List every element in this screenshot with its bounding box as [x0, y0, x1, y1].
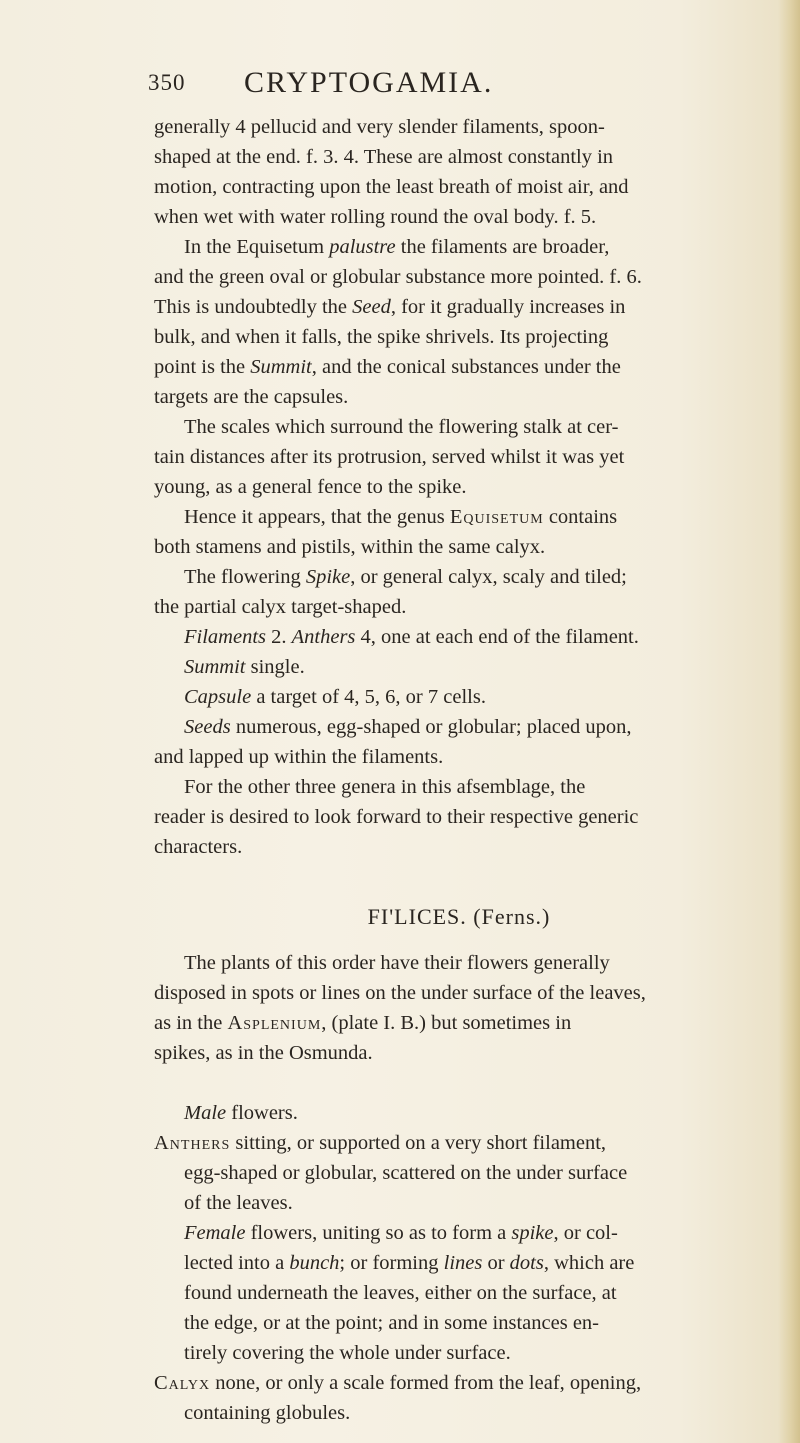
- text-line: bulk, and when it falls, the spike shrivels. Its projecting: [154, 326, 609, 348]
- text-line: shaped at the end. f. 3. 4. These are almost constantly in: [154, 146, 614, 168]
- text-line: the edge, or at the point; and in some instances en-: [184, 1312, 600, 1334]
- body-text: [154, 112, 764, 1428]
- text-line: motion, contracting upon the least breath of moist air, and: [154, 176, 629, 198]
- text-line: tain distances after its protrusion, served whilst it was yet: [154, 446, 625, 468]
- text-line: as in the Asplenium, (plate I. B.) but sometimes in: [154, 1012, 572, 1034]
- text-line: egg-shaped or globular, scattered on the under surface: [184, 1162, 628, 1184]
- text-line: point is the Summit, and the conical substances under the: [154, 356, 621, 378]
- subheading: Male flowers.: [184, 1102, 298, 1124]
- text-line: In the Equisetum palustre the filaments are broader,: [184, 236, 610, 258]
- text-line: Anthers sitting, or supported on a very short filament,: [154, 1132, 607, 1154]
- text-line: The flowering Spike, or general calyx, scaly and tiled;: [184, 566, 627, 588]
- text-line: Calyx none, or only a scale formed from the leaf, opening,: [154, 1372, 642, 1394]
- text-line: lected into a bunch; or forming lines or dots, which are: [184, 1252, 635, 1274]
- text-line: containing globules.: [184, 1402, 351, 1424]
- page-header: [148, 66, 748, 106]
- text-line: Capsule a target of 4, 5, 6, or 7 cells.: [184, 686, 486, 708]
- text-line: tirely covering the whole under surface.: [184, 1342, 511, 1364]
- text-line: young, as a general fence to the spike.: [154, 476, 467, 498]
- text-line: reader is desired to look forward to their respective generic: [154, 806, 639, 828]
- text-line: and lapped up within the filaments.: [154, 746, 444, 768]
- text-line: Female flowers, uniting so as to form a spike, or col-: [184, 1222, 618, 1244]
- text-line: Summit single.: [184, 656, 305, 678]
- text-line: characters.: [154, 836, 243, 858]
- text-line: both stamens and pistils, within the same calyx.: [154, 536, 546, 558]
- text-line: generally 4 pellucid and very slender filaments, spoon-: [154, 116, 605, 138]
- text-line: For the other three genera in this afsemblage, the: [184, 776, 586, 798]
- text-line: disposed in spots or lines on the under surface of the leaves,: [154, 982, 646, 1004]
- text-line: The plants of this order have their flowers generally: [184, 952, 610, 974]
- section-title: FI'LICES. (Ferns.): [367, 904, 551, 929]
- text-line: Seeds numerous, egg-shaped or globular; placed upon,: [184, 716, 632, 738]
- running-head: CRYPTOGAMIA.: [244, 66, 494, 99]
- text-line: and the green oval or globular substance more pointed. f. 6.: [154, 266, 642, 288]
- page-number: 350: [148, 70, 186, 95]
- text-line: Filaments 2. Anthers 4, one at each end of the filament.: [184, 626, 639, 648]
- text-line: the partial calyx target-shaped.: [154, 596, 407, 618]
- text-line: when wet with water rolling round the oval body. f. 5.: [154, 206, 597, 228]
- page-edge-shadow: [778, 0, 800, 1443]
- text-line: This is undoubtedly the Seed, for it gradually increases in: [154, 296, 626, 318]
- text-line: found underneath the leaves, either on the surface, at: [184, 1282, 617, 1304]
- text-line: The scales which surround the flowering stalk at cer-: [184, 416, 619, 438]
- text-line: Hence it appears, that the genus Equisetum contains: [184, 506, 618, 528]
- text-line: of the leaves.: [184, 1192, 293, 1214]
- text-line: spikes, as in the Osmunda.: [154, 1042, 373, 1064]
- text-line: targets are the capsules.: [154, 386, 349, 408]
